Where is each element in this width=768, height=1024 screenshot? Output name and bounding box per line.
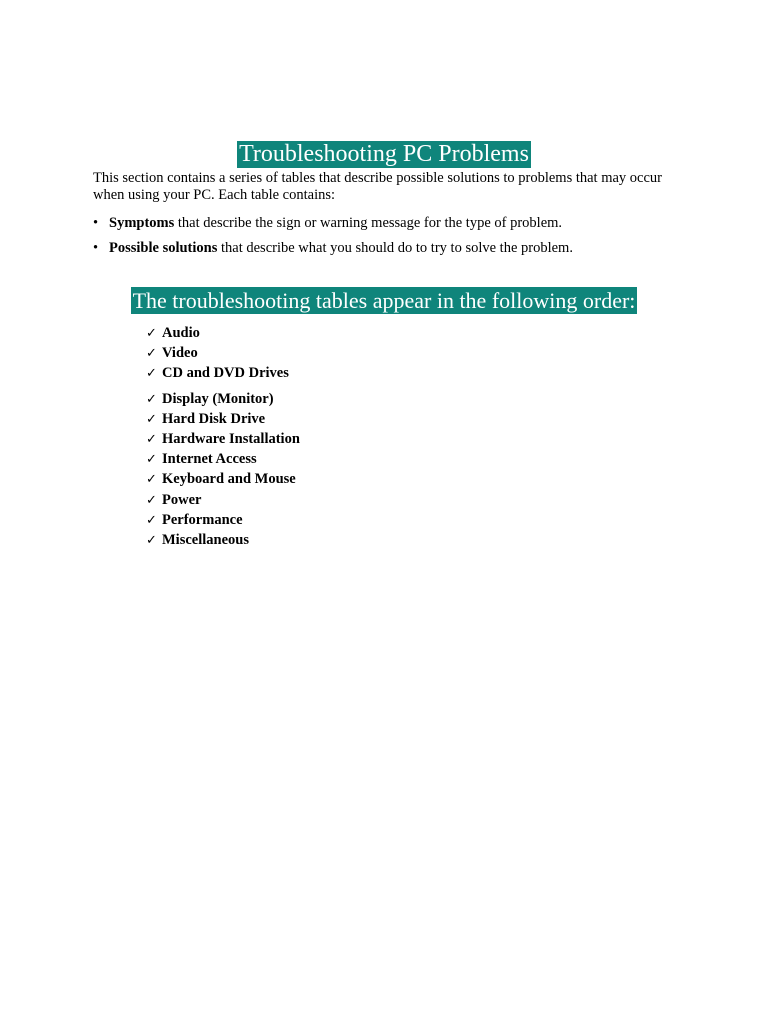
list-item: [146, 449, 300, 469]
list-item: [146, 323, 300, 343]
subheading-container: [0, 287, 768, 314]
intro-paragraph: This section contains a series of tables that describe possible solutions to problems that may occur when using your PC. Each table contains:: [93, 170, 662, 203]
checkmark-icon: ✓: [146, 532, 157, 548]
list-item-label: Performance: [162, 511, 243, 528]
list-item: [146, 343, 300, 363]
list-item: [146, 429, 300, 449]
checkmark-icon: ✓: [146, 512, 157, 528]
list-item: [146, 530, 300, 550]
checkmark-icon: ✓: [146, 492, 157, 508]
bullet-text: that describe what you should do to try to solve the problem.: [217, 240, 573, 256]
list-item-label: Hard Disk Drive: [162, 410, 266, 427]
page-title: Troubleshooting PC Problems: [239, 141, 529, 167]
checkmark-icon: ✓: [146, 411, 157, 427]
checkmark-icon: ✓: [146, 431, 157, 447]
troubleshooting-order-list: [146, 323, 300, 550]
list-item-label: Audio: [162, 325, 200, 341]
checkmark-icon: ✓: [146, 346, 157, 362]
list-item-label: Display (Monitor): [162, 390, 274, 407]
bullet-term: Symptoms: [109, 215, 175, 231]
list-item: [146, 510, 300, 530]
checkmark-icon: ✓: [146, 366, 157, 382]
list-item-label: Miscellaneous: [162, 531, 249, 548]
section-heading: The troubleshooting tables appear in the following order:: [132, 288, 636, 313]
bullet-list: [93, 215, 693, 265]
bullet-dot-icon: •: [93, 215, 99, 231]
list-item: [93, 215, 693, 232]
list-item-label: Video: [162, 345, 198, 362]
bullet-text: that describe the sign or warning message for the type of problem.: [174, 215, 563, 231]
list-item-label: Power: [162, 491, 202, 508]
list-item: [146, 409, 300, 429]
checkmark-icon: ✓: [146, 472, 157, 488]
list-item-label: Internet Access: [162, 451, 257, 468]
checkmark-icon: ✓: [146, 391, 157, 407]
list-item: [146, 363, 300, 383]
bullet-term: Possible solutions: [109, 240, 218, 256]
list-item: [93, 240, 693, 257]
bullet-dot-icon: •: [93, 240, 99, 256]
title-container: [0, 141, 768, 168]
list-item: [146, 490, 300, 510]
list-item-label: Hardware Installation: [162, 430, 300, 447]
list-item-label: CD and DVD Drives: [162, 365, 289, 382]
list-item-label: Keyboard and Mouse: [162, 471, 296, 488]
list-item: [146, 389, 300, 409]
list-item: [146, 469, 300, 489]
checkmark-icon: ✓: [146, 452, 157, 468]
checkmark-icon: ✓: [146, 326, 157, 341]
